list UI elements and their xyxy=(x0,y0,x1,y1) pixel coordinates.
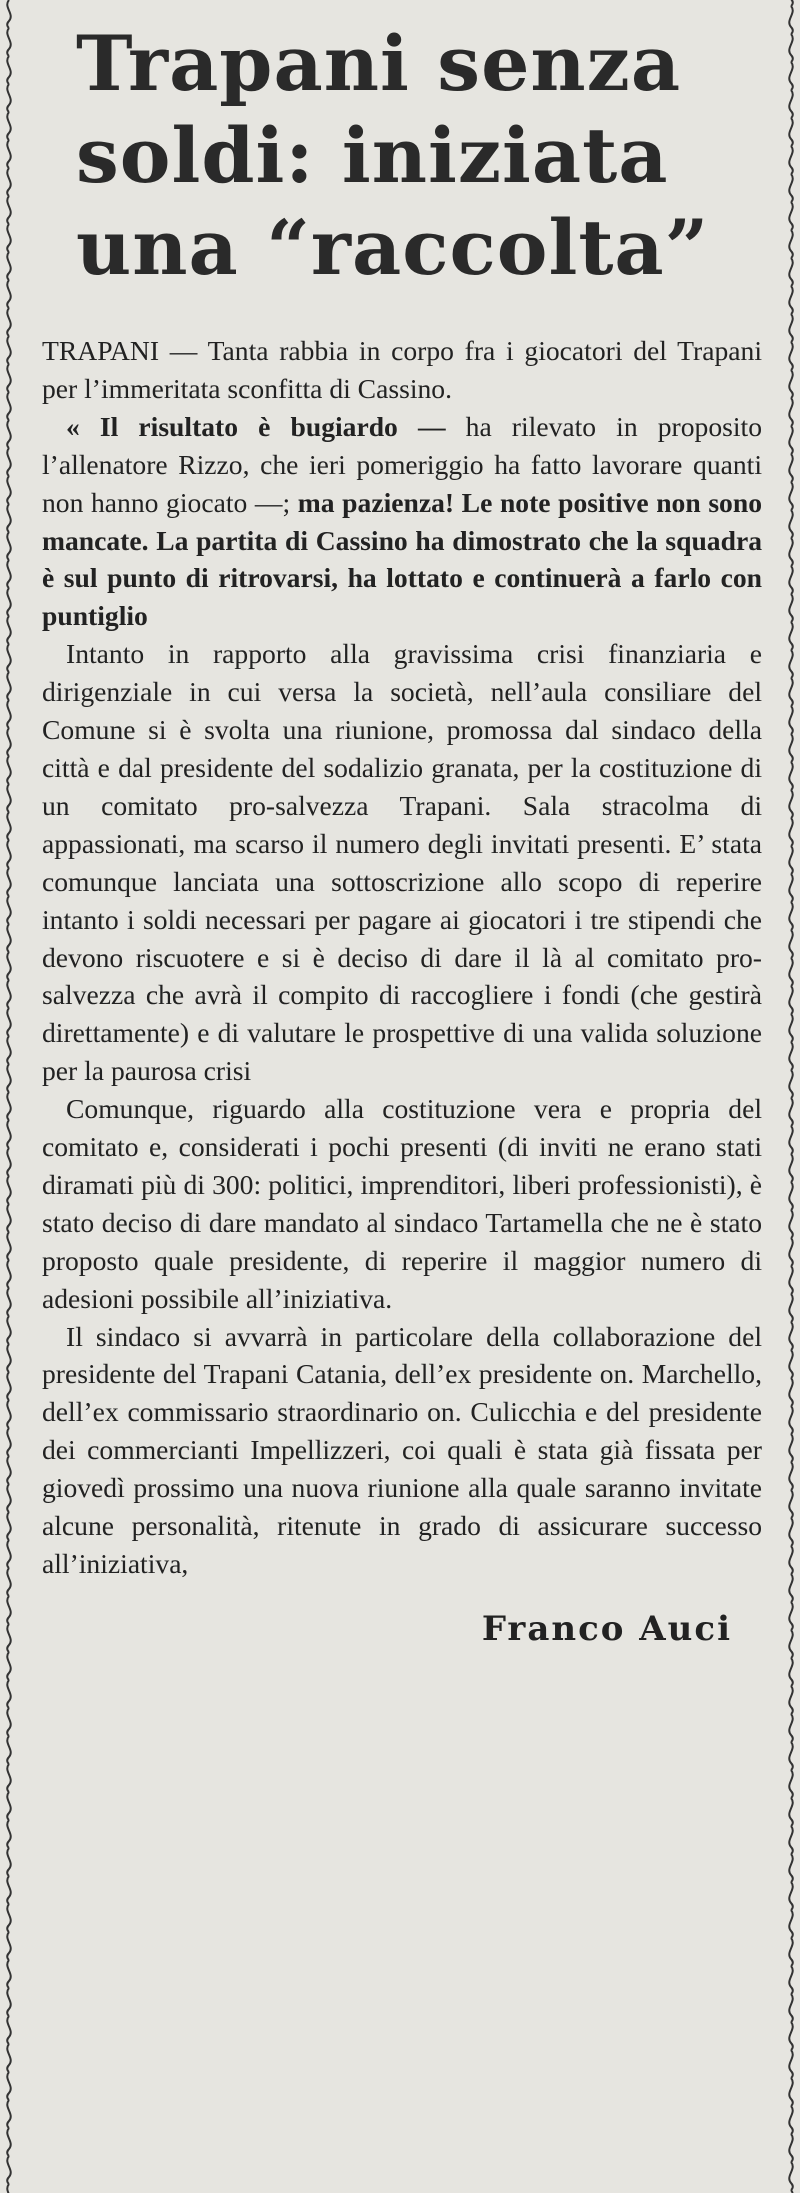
paragraph: Intanto in rapporto alla gravissima crisi finanziaria e dirigenziale in cui versa la società, nell’aula consiliare del Comune si è svolta una riunione, promossa dal sindaco della città e dal presidente del sodalizio granata, per la costituzione di un comitato pro-salvezza Trapani. Sala stracolma di appassionati, ma scarso il numero degli invitati presenti. E’ stata comunque lanciata una sottoscrizione allo scopo di reperire intanto i soldi necessari per pagare ai giocatori i tre stipendi che devono riscuotere e si è deciso di dare il là al comitato pro-salvezza che avrà il compito di raccogliere i fondi (che gestirà direttamente) e di valutare le prospettive di una valida soluzione per la paurosa crisi xyxy=(42,638,762,1087)
article-body xyxy=(42,332,762,1583)
quote-paragraph xyxy=(42,408,762,635)
article xyxy=(42,0,762,1649)
headline-line: soldi: iniziata xyxy=(76,111,669,200)
left-decorative-border xyxy=(2,0,16,2193)
byline: Franco Auci xyxy=(481,1608,732,1649)
headline-line: Trapani senza xyxy=(76,19,682,108)
right-decorative-border xyxy=(784,0,798,2193)
quote-mid: ha rilevato in proposito l’allenatore Rizzo, che ieri pomeriggio ha fatto lavorare quanti non hanno giocato —; xyxy=(42,410,762,518)
paragraph: Il sindaco si avvarrà in particolare della collaborazione del presidente del Trapani Catania, dell’ex presidente on. Marchello, dell’ex commissario straordinario on. Culicchia e del presidente dei commercianti Impellizzeri, coi quali è stata già fissata per giovedì prossimo una nuova riunione alla quale saranno invitate alcune personalità, ritenute in grado di assicurare successo all’iniziativa, xyxy=(42,1320,762,1579)
headline xyxy=(76,18,762,294)
lead-paragraph xyxy=(42,332,762,408)
quote-close: ma pazienza! Le note positive non sono mancate. La partita di Cassino ha dimostrato che la squadra è sul punto di ritrovarsi, ha lottato e continuerà a farlo con puntiglio xyxy=(42,486,762,632)
dateline: TRAPANI xyxy=(42,335,160,366)
quote-open: « Il risultato è bugiardo — xyxy=(66,410,446,442)
headline-line: una “raccolta” xyxy=(76,203,710,292)
lead-text: — Tanta rabbia in corpo fra i giocatori del Trapani per l’immeritata sconfitta di Cassino. xyxy=(42,335,762,404)
paragraph: Comunque, riguardo alla costituzione vera e propria del comitato e, considerati i pochi presenti (di inviti ne erano stati diramati più di 300: politici, imprenditori, liberi professionisti), è stato deciso di dare mandato al sindaco Tartamella che ne è stato proposto quale presidente, di reperire il maggior numero di adesioni possibile all’iniziativa. xyxy=(42,1093,762,1314)
